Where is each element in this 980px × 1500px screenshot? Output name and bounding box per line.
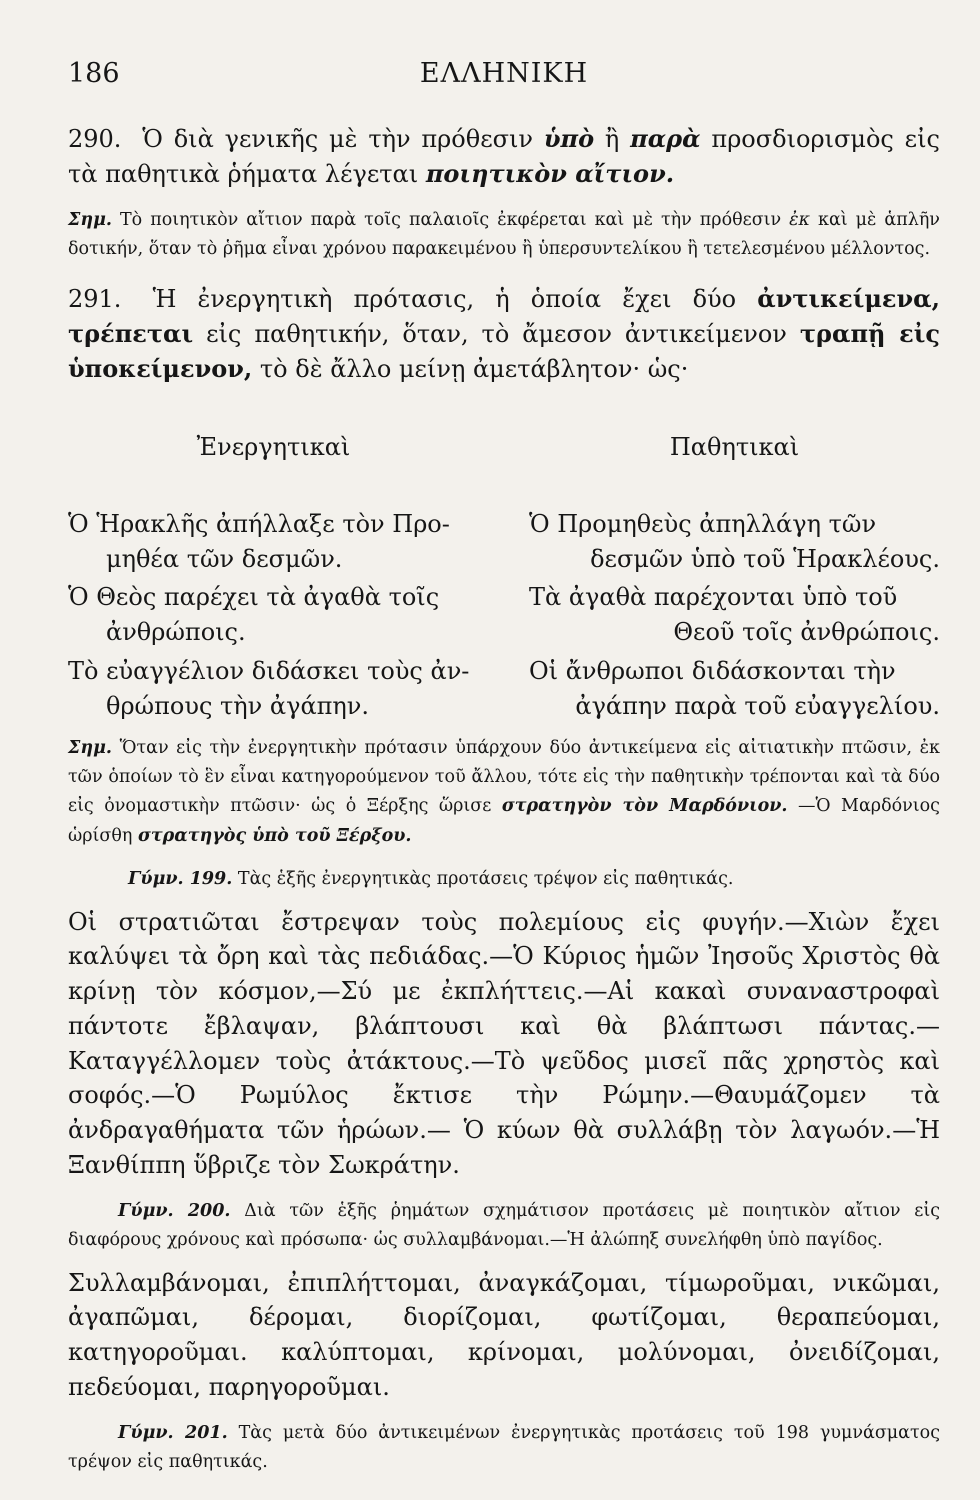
example-line: Τὸ εὐαγγέλιον διδάσκει τοὺς ἀν- [68, 656, 470, 685]
exercise-label: Γύμν. 199. [128, 869, 233, 890]
note-emphasis: στρατηγὸν τὸν Μαρδόνιον. [501, 796, 788, 817]
note-text: —Ὁ Μαρδόνιος ὡρίσθη [68, 796, 940, 846]
emphasis: ὑπὸ [543, 124, 595, 153]
passive-example [529, 654, 940, 724]
section-text: Ἡ ἐνεργητικὴ πρότασις, ἡ ὁποία ἔχει δύο [152, 285, 737, 314]
active-example [68, 654, 479, 724]
note-label: Σημ. [68, 209, 112, 230]
example-line: Ὁ Προμηθεὺς ἀπηλλάγη τῶν [529, 509, 877, 538]
section-text: εἰς παθητικήν, ὅταν, τὸ ἄμεσον ἀντικείμενον [206, 320, 787, 349]
emphasis: ἀντικείμενα, τρέπεται [68, 284, 940, 349]
note-italic: ἐκ [789, 209, 811, 230]
page-header [68, 58, 940, 98]
example-line: ἀγάπην παρὰ τοῦ εὐαγγελίου. [575, 691, 940, 720]
active-example [68, 580, 479, 650]
exercise-label: Γύμν. 200. [118, 1200, 231, 1221]
active-example [68, 507, 479, 577]
passive-column [529, 433, 940, 728]
example-line: Ὁ Θεὸς παρέχει τὰ ἀγαθὰ τοῖς [68, 583, 440, 612]
exercise-200-instruction [68, 1197, 940, 1256]
exercise-instruction: Τὰς μετὰ δύο ἀντικειμένων ἐνεργητικὰς προτάσεις τοῦ 198 γυμνάσματος τρέψον εἰς παθητικάς. [68, 1422, 940, 1473]
note-1 [68, 206, 940, 265]
note-label: Σημ. [68, 737, 112, 758]
passive-example [529, 507, 940, 577]
example-line: ἀνθρώποις. [106, 618, 246, 647]
emphasis: τραπῇ εἰς ὑποκείμενον, [68, 319, 940, 383]
note-text: Τὸ ποιητικὸν αἴτιον παρὰ τοῖς παλαιοῖς ἐκφέρεται καὶ μὲ τὴν πρόθεσιν [120, 209, 782, 230]
section-text: Ὁ διὰ γενικῆς μὲ τὴν πρόθεσιν [142, 125, 534, 153]
section-text: προσδιορισμὸς εἰς τὰ παθητικὰ ῥήματα λέγεται [68, 125, 940, 188]
example-line: Τὰ ἀγαθὰ παρέχονται ὑπὸ τοῦ [529, 583, 898, 612]
example-line: Οἱ ἄνθρωποι διδάσκονται τὴν [529, 656, 896, 685]
exercise-instruction: Τὰς ἑξῆς ἐνεργητικὰς προτάσεις τρέψον εἰς παθητικάς. [237, 869, 734, 890]
example-line: Θεοῦ τοῖς ἀνθρώποις. [673, 618, 940, 647]
running-title: ΕΛΛΗΝΙΚΗ [419, 58, 589, 89]
passive-heading: Παθητικαὶ [669, 432, 800, 461]
section-290 [68, 122, 940, 192]
page-number: 186 [68, 58, 120, 89]
active-heading: Ἐνεργητικαὶ [196, 432, 351, 461]
exercise-200-text: Συλλαμβάνομαι, ἐπιπλήττομαι, ἀναγκάζομαι, τίμωροῦμαι, νικῶμαι, ἀγαπῶμαι, δέρομαι, διορίζομαι, φωτίζομαι, θεραπεύομαι, κατηγοροῦμαι. καλύπτομαι, κρίνομαι, μολύνομαι, ὀνειδίζομαι, πεδεύομαι, παρηγοροῦμαι. [68, 1268, 940, 1402]
note-2 [68, 734, 940, 852]
note-emphasis: στρατηγὸς ὑπὸ τοῦ Ξέρξου. [137, 825, 412, 846]
example-line: δεσμῶν ὑπὸ τοῦ Ἡρακλέους. [590, 544, 940, 573]
term: ποιητικὸν αἴτιον. [425, 158, 675, 188]
section-text: ἢ [604, 125, 620, 153]
example-line: μηθέα τῶν δεσμῶν. [106, 544, 343, 573]
section-number: 290. [68, 125, 122, 153]
note-text: Ὅταν εἰς τὴν ἐνεργητικὴν πρότασιν ὑπάρχουν δύο ἀντικείμενα εἰς αἰτιατικὴν πτῶσιν, ἐκ τῶν ὁποίων τὸ ἓν εἶναι κατηγορούμενον τοῦ ἄλλου, τότε εἰς τὴν παθητικὴν τρέπονται καὶ τὰ δύο εἰς ὀνομαστικὴν πτῶσιν· ὡς ὁ Ξέρξης ὥρισε [68, 737, 940, 817]
emphasis: παρὰ [630, 124, 701, 153]
passive-example [529, 580, 940, 650]
example-line: Ὁ Ἡρακλῆς ἀπήλλαξε τὸν Προ- [68, 509, 450, 538]
section-number: 291. [68, 285, 122, 314]
exercise-instruction: Διὰ τῶν ἑξῆς ῥημάτων σχημάτισον προτάσεις μὲ ποιητικὸν αἴτιον εἰς διαφόρους χρόνους καὶ πρόσωπα· ὡς συλλαμβάνομαι.—Ἡ ἀλώπηξ συνελήφθη ὑπὸ παγίδος. [68, 1200, 941, 1251]
section-291 [68, 282, 940, 386]
voice-examples [68, 433, 940, 728]
active-column [68, 433, 479, 728]
exercise-201-instruction [68, 1419, 940, 1478]
section-text: τὸ δὲ ἄλλο μείνῃ ἀμετάβλητον· ὡς· [259, 354, 689, 383]
page-body [68, 122, 940, 1478]
exercise-199-instruction [68, 865, 940, 894]
exercise-label: Γύμν. 201. [118, 1422, 228, 1443]
exercise-199-text: Οἱ στρατιῶται ἔστρεψαν τοὺς πολεμίους εἰς φυγήν.—Χιὼν ἔχει καλύψει τὰ ὄρη καὶ τὰς πεδιάδας.—Ὁ Κύριος ἡμῶν Ἰησοῦς Χριστὸς θὰ κρίνῃ τὸν κόσμον,—Σύ με ἐκπλήττεις.—Αἱ κακαὶ συναναστροφαὶ πάντοτε ἔβλαψαν, βλάπτουσι καὶ θὰ βλάπτωσι πάντας.—Καταγγέλλομεν τοὺς ἀτάκτους.—Τὸ ψεῦδος μισεῖ πᾶς χρηστὸς καὶ σοφός.—Ὁ Ρωμύλος ἔκτισε τὴν Ρώμην.—Θαυμάζομεν τὰ ἀνδραγαθήματα τῶν ἡρώων.— Ὁ κύων θὰ συλλάβῃ τὸν λαγωόν.—Ἡ Ξανθίππη ὕβριζε τὸν Σωκράτην. [68, 907, 940, 1180]
example-line: θρώπους τὴν ἀγάπην. [106, 691, 370, 720]
note-text: καὶ μὲ ἁπλῆν δοτικήν, ὅταν τὸ ῥῆμα εἶναι χρόνου παρακειμένου ἢ ὑπερσυντελίκου ἢ τετελεσμένου μέλλοντος. [68, 209, 940, 259]
